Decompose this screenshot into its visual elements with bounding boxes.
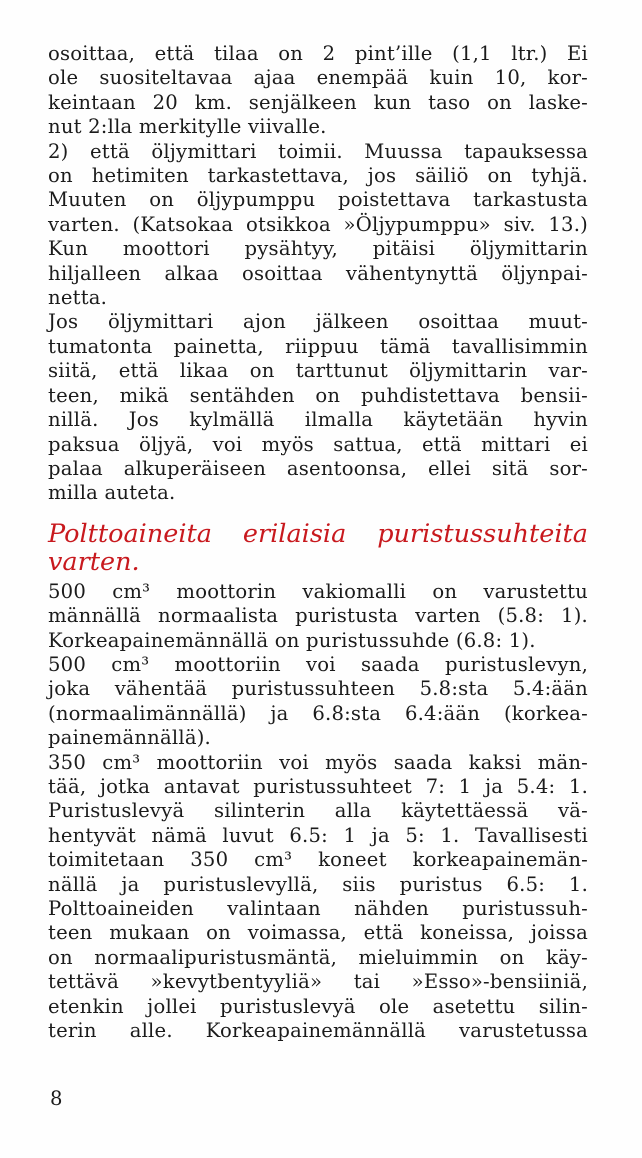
text-line: 500 cm³ moottorin vakiomalli on varustettu bbox=[48, 579, 588, 603]
paragraph-350-pistons bbox=[48, 751, 588, 1044]
text-line: teen mukaan on voimassa, että koneissa, joissa bbox=[48, 921, 588, 945]
text-line: tää, jotka antavat puristussuhteet 7: 1 ja 5.4: 1. bbox=[48, 774, 588, 798]
page-number: 8 bbox=[50, 1087, 63, 1110]
paragraph-500-standard bbox=[48, 580, 588, 653]
text-line: 2) että öljymittari toimii. Muussa tapauksessa bbox=[48, 139, 588, 163]
heading-line: varten. bbox=[48, 546, 140, 577]
text-line: painemännällä). bbox=[48, 726, 211, 750]
text-line: tettävä »kevytbentyyliä» tai »Esso»-bensiiniä, bbox=[48, 970, 588, 994]
text-line: Jos öljymittari ajon jälkeen osoittaa muut- bbox=[48, 310, 588, 334]
text-line: toimitetaan 350 cm³ koneet korkeapainemän- bbox=[48, 848, 588, 872]
text-line: Korkeapainemännällä on puristussuhde (6.8: 1). bbox=[48, 628, 536, 652]
text-line: Kun moottori pysähtyy, pitäisi öljymittarin bbox=[48, 237, 588, 261]
text-line: tumatonta painetta, riippuu tämä tavallisimmin bbox=[48, 334, 588, 358]
text-line: nut 2:lla merkitylle viivalle. bbox=[48, 115, 327, 139]
heading-line: Polttoaineita erilaisia puristussuhteita bbox=[48, 518, 588, 549]
text-line: joka vähentää puristussuhteen 5.8:sta 5.4:ään bbox=[48, 677, 588, 701]
text-line: osoittaa, että tilaa on 2 pint’ille (1,1 ltr.) Ei bbox=[48, 42, 588, 65]
text-line: 350 cm³ moottoriin voi myös saada kaksi män- bbox=[48, 750, 588, 774]
text-line: männällä normaalista puristusta varten (5.8: 1). bbox=[48, 604, 588, 628]
text-line: varten. (Katsokaa otsikkoa »Öljypumppu» siv. 13.) bbox=[48, 212, 588, 236]
text-line: on normaalipuristusmäntä, mieluimmin on käy- bbox=[48, 945, 588, 969]
text-line: hentyvät nämä luvut 6.5: 1 ja 5: 1. Tavallisesti bbox=[48, 823, 588, 847]
text-line: palaa alkuperäiseen asentoonsa, ellei sitä sor- bbox=[48, 456, 588, 480]
section-heading bbox=[48, 520, 588, 576]
text-line: terin alle. Korkeapainemännällä varustetussa bbox=[48, 1019, 588, 1043]
text-line: netta. bbox=[48, 286, 108, 310]
text-line: 500 cm³ moottoriin voi saada puristuslevyn, bbox=[48, 652, 588, 676]
text-line: ole suositeltavaa ajaa enempää kuin 10, kor- bbox=[48, 66, 588, 90]
text-line: milla auteta. bbox=[48, 481, 176, 505]
text-column bbox=[48, 42, 588, 1043]
text-line: keintaan 20 km. senjälkeen kun taso on laske- bbox=[48, 90, 588, 114]
text-line: siitä, että likaa on tarttunut öljymittarin var- bbox=[48, 359, 588, 383]
paragraph-oil-gauge bbox=[48, 140, 588, 311]
text-line: hiljalleen alkaa osoittaa vähentynyttä öljynpai- bbox=[48, 261, 588, 285]
text-line: Muuten on öljypumppu poistettava tarkastusta bbox=[48, 188, 588, 212]
paragraph-gauge-dirt bbox=[48, 310, 588, 505]
text-line: (normaalimännällä) ja 6.8:sta 6.4:ään (korkea- bbox=[48, 701, 588, 725]
text-line: paksua öljyä, voi myös sattua, että mittari ei bbox=[48, 432, 588, 456]
paragraph-oil-level bbox=[48, 42, 588, 140]
text-line: Puristuslevyä silinterin alla käytettäessä vä- bbox=[48, 799, 588, 823]
text-line: nällä ja puristuslevyllä, siis puristus 6.5: 1. bbox=[48, 872, 588, 896]
text-line: teen, mikä sentähden on puhdistettava bensii- bbox=[48, 383, 588, 407]
paragraph-500-plate bbox=[48, 653, 588, 751]
text-line: nillä. Jos kylmällä ilmalla käytetään hyvin bbox=[48, 408, 588, 432]
text-line: on hetimiten tarkastettava, jos säiliö on tyhjä. bbox=[48, 164, 588, 188]
text-line: Polttoaineiden valintaan nähden puristussuh- bbox=[48, 897, 588, 920]
text-line: etenkin jollei puristuslevyä ole asetettu silin- bbox=[48, 994, 588, 1018]
